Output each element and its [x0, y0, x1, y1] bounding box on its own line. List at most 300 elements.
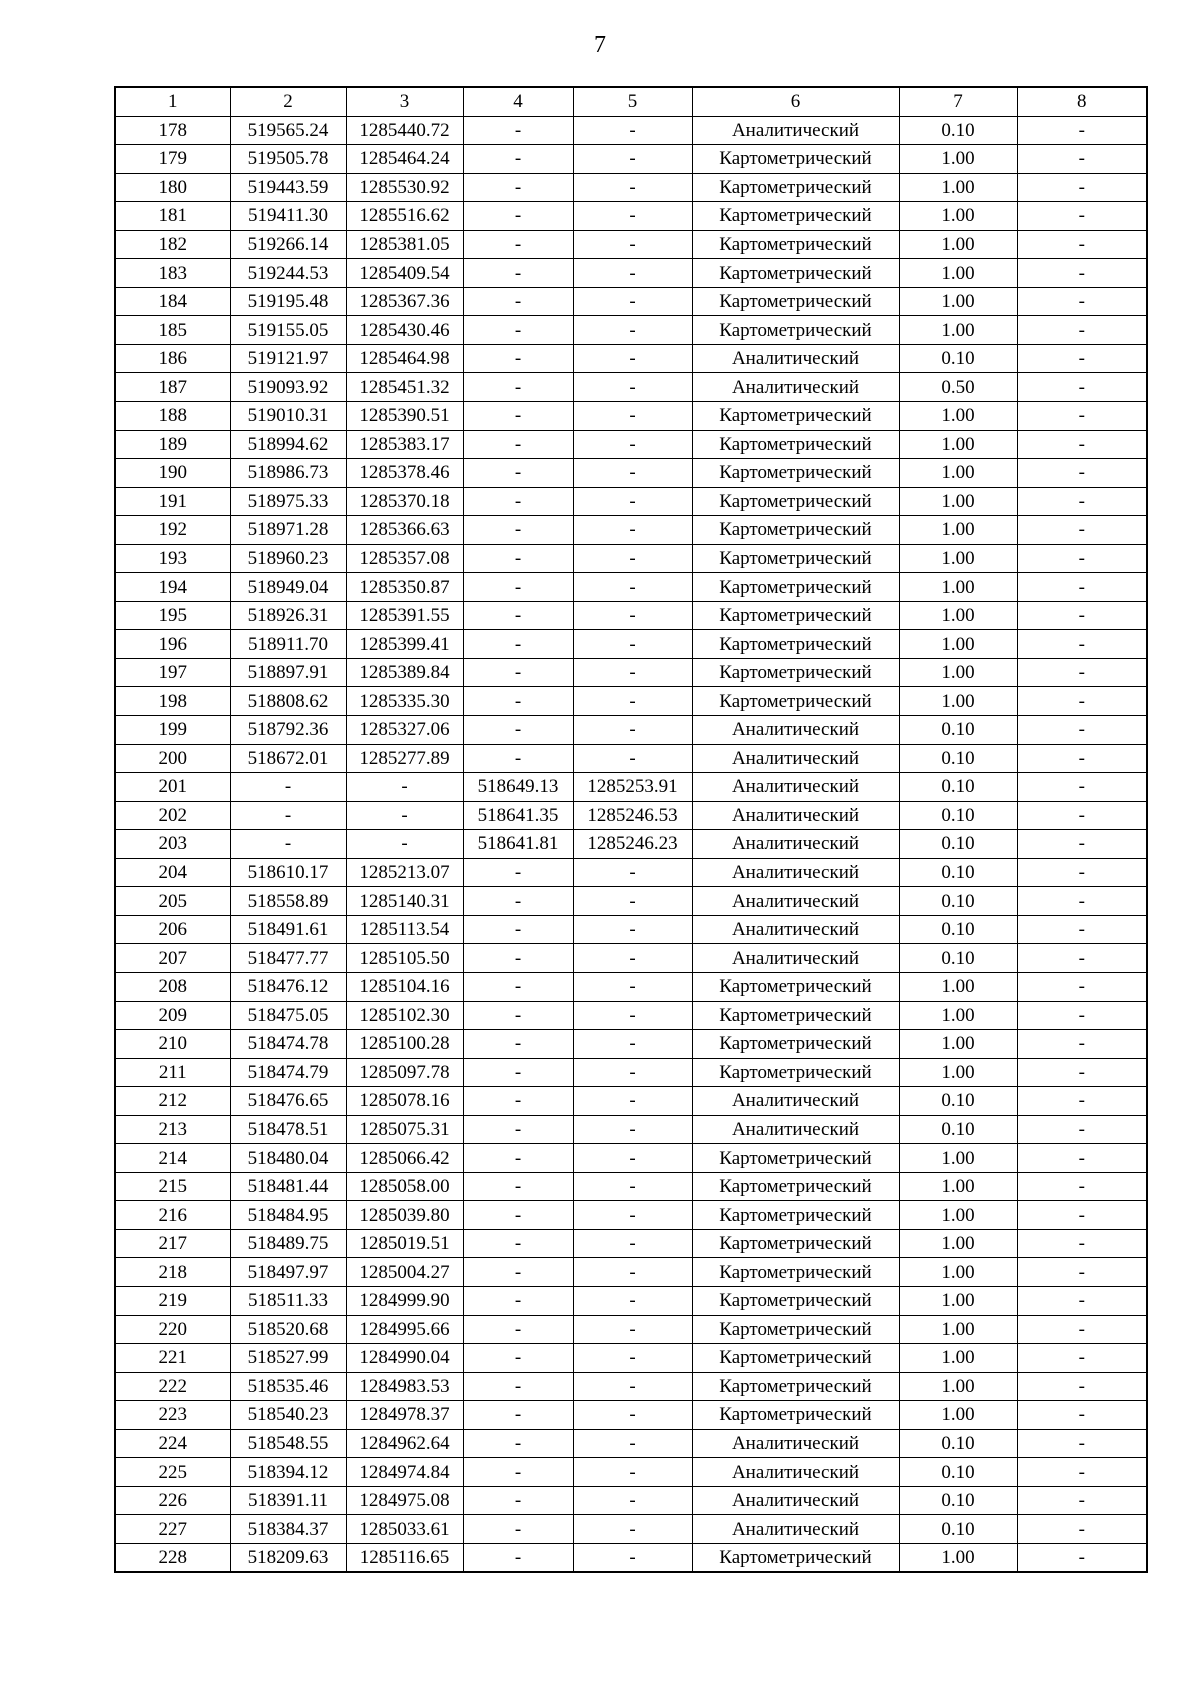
- table-cell: -: [1017, 744, 1147, 773]
- table-cell: 180: [115, 173, 230, 202]
- table-cell: 224: [115, 1429, 230, 1458]
- table-cell: Картометрический: [692, 1144, 899, 1173]
- table-cell: -: [346, 773, 463, 802]
- table-cell: 1284999.90: [346, 1286, 463, 1315]
- table-row: [115, 1515, 1147, 1544]
- table-cell: -: [573, 202, 692, 231]
- table-cell: -: [573, 972, 692, 1001]
- table-cell: 1.00: [899, 516, 1017, 545]
- table-cell: Аналитический: [692, 1429, 899, 1458]
- table-cell: -: [573, 1058, 692, 1087]
- table-cell: Картометрический: [692, 630, 899, 659]
- table-cell: -: [1017, 915, 1147, 944]
- table-row: [115, 944, 1147, 973]
- table-cell: 186: [115, 344, 230, 373]
- column-header-5: 5: [573, 87, 692, 116]
- table-cell: Картометрический: [692, 487, 899, 516]
- table-cell: 519195.48: [230, 287, 346, 316]
- table-cell: 1285464.24: [346, 145, 463, 174]
- table-row: [115, 316, 1147, 345]
- table-cell: -: [463, 1258, 573, 1287]
- table-cell: -: [573, 716, 692, 745]
- table-cell: 1.00: [899, 601, 1017, 630]
- table-cell: 214: [115, 1144, 230, 1173]
- table-cell: -: [463, 344, 573, 373]
- table-cell: 518610.17: [230, 858, 346, 887]
- table-row: [115, 173, 1147, 202]
- table-cell: -: [573, 287, 692, 316]
- table-cell: Аналитический: [692, 1115, 899, 1144]
- table-cell: 1285246.23: [573, 830, 692, 859]
- column-header-2: 2: [230, 87, 346, 116]
- table-cell: -: [573, 259, 692, 288]
- table-cell: -: [463, 459, 573, 488]
- table-cell: -: [230, 830, 346, 859]
- table-cell: Аналитический: [692, 373, 899, 402]
- table-cell: -: [573, 744, 692, 773]
- table-cell: -: [463, 573, 573, 602]
- table-cell: 0.10: [899, 344, 1017, 373]
- table-cell: 1.00: [899, 573, 1017, 602]
- table-cell: -: [1017, 459, 1147, 488]
- table-cell: -: [1017, 830, 1147, 859]
- table-cell: 1285399.41: [346, 630, 463, 659]
- table-cell: 207: [115, 944, 230, 973]
- table-row: [115, 801, 1147, 830]
- table-cell: Картометрический: [692, 1372, 899, 1401]
- table-cell: -: [1017, 1401, 1147, 1430]
- table-cell: -: [463, 972, 573, 1001]
- table-cell: 518641.35: [463, 801, 573, 830]
- table-cell: -: [1017, 145, 1147, 174]
- table-cell: -: [463, 1543, 573, 1572]
- table-cell: 205: [115, 887, 230, 916]
- table-cell: -: [573, 1315, 692, 1344]
- table-cell: Картометрический: [692, 687, 899, 716]
- table-row: [115, 1458, 1147, 1487]
- table-cell: -: [573, 459, 692, 488]
- table-cell: 518476.65: [230, 1087, 346, 1116]
- table-cell: -: [1017, 1258, 1147, 1287]
- table-cell: 1285253.91: [573, 773, 692, 802]
- table-cell: Картометрический: [692, 1401, 899, 1430]
- table-cell: 1285327.06: [346, 716, 463, 745]
- table-cell: Аналитический: [692, 716, 899, 745]
- table-cell: 519266.14: [230, 230, 346, 259]
- table-row: [115, 145, 1147, 174]
- table-cell: 1285530.92: [346, 173, 463, 202]
- table-cell: 1.00: [899, 687, 1017, 716]
- table-cell: Картометрический: [692, 259, 899, 288]
- column-header-4: 4: [463, 87, 573, 116]
- table-cell: -: [463, 716, 573, 745]
- table-cell: -: [1017, 658, 1147, 687]
- table-cell: 1.00: [899, 202, 1017, 231]
- table-cell: -: [1017, 687, 1147, 716]
- table-cell: -: [573, 915, 692, 944]
- table-cell: 1285213.07: [346, 858, 463, 887]
- table-cell: -: [573, 1429, 692, 1458]
- table-cell: 518481.44: [230, 1172, 346, 1201]
- table-cell: 518960.23: [230, 544, 346, 573]
- table-cell: Картометрический: [692, 1001, 899, 1030]
- table-cell: 1285105.50: [346, 944, 463, 973]
- table-cell: 190: [115, 459, 230, 488]
- table-cell: 1285019.51: [346, 1229, 463, 1258]
- table-cell: -: [463, 887, 573, 916]
- table-cell: -: [463, 601, 573, 630]
- column-header-7: 7: [899, 87, 1017, 116]
- coordinates-table: [114, 86, 1148, 1573]
- table-row: [115, 487, 1147, 516]
- table-cell: 0.10: [899, 1429, 1017, 1458]
- table-cell: 1.00: [899, 1030, 1017, 1059]
- table-cell: -: [1017, 1543, 1147, 1572]
- table-cell: -: [573, 944, 692, 973]
- table-cell: 519121.97: [230, 344, 346, 373]
- table-cell: -: [573, 230, 692, 259]
- table-cell: 518535.46: [230, 1372, 346, 1401]
- table-cell: 518391.11: [230, 1486, 346, 1515]
- table-row: [115, 573, 1147, 602]
- table-cell: 1.00: [899, 287, 1017, 316]
- table-cell: -: [463, 173, 573, 202]
- table-cell: Картометрический: [692, 1543, 899, 1572]
- table-cell: 1285430.46: [346, 316, 463, 345]
- table-cell: 1.00: [899, 972, 1017, 1001]
- table-cell: -: [1017, 801, 1147, 830]
- table-cell: 518477.77: [230, 944, 346, 973]
- table-cell: 1285246.53: [573, 801, 692, 830]
- table-cell: 0.10: [899, 915, 1017, 944]
- table-row: [115, 830, 1147, 859]
- table-cell: 1285389.84: [346, 658, 463, 687]
- table-cell: -: [573, 344, 692, 373]
- table-cell: 519155.05: [230, 316, 346, 345]
- table-cell: -: [463, 1401, 573, 1430]
- table-cell: 518474.79: [230, 1058, 346, 1087]
- table-cell: 225: [115, 1458, 230, 1487]
- table-row: [115, 915, 1147, 944]
- table-row: [115, 1372, 1147, 1401]
- table-cell: 0.50: [899, 373, 1017, 402]
- table-cell: Картометрический: [692, 430, 899, 459]
- table-cell: -: [346, 801, 463, 830]
- table-cell: -: [1017, 1315, 1147, 1344]
- table-cell: -: [463, 1144, 573, 1173]
- table-cell: -: [463, 316, 573, 345]
- table-row: [115, 344, 1147, 373]
- table-cell: 519505.78: [230, 145, 346, 174]
- table-cell: 187: [115, 373, 230, 402]
- table-cell: -: [463, 1172, 573, 1201]
- table-cell: Аналитический: [692, 1486, 899, 1515]
- table-cell: 218: [115, 1258, 230, 1287]
- table-cell: -: [573, 1115, 692, 1144]
- table-cell: Картометрический: [692, 230, 899, 259]
- table-cell: 0.10: [899, 773, 1017, 802]
- table-cell: 185: [115, 316, 230, 345]
- table-cell: -: [1017, 344, 1147, 373]
- table-cell: 1284975.08: [346, 1486, 463, 1515]
- table-cell: 188: [115, 402, 230, 431]
- table-cell: 1.00: [899, 1229, 1017, 1258]
- table-cell: 518474.78: [230, 1030, 346, 1059]
- table-cell: 518497.97: [230, 1258, 346, 1287]
- table-cell: -: [573, 373, 692, 402]
- table-cell: -: [1017, 1515, 1147, 1544]
- table-cell: 1284962.64: [346, 1429, 463, 1458]
- table-cell: 1285366.63: [346, 516, 463, 545]
- table-cell: Аналитический: [692, 773, 899, 802]
- table-cell: Картометрический: [692, 1030, 899, 1059]
- table-cell: 518475.05: [230, 1001, 346, 1030]
- table-cell: Аналитический: [692, 858, 899, 887]
- table-cell: 1285277.89: [346, 744, 463, 773]
- table-row: [115, 716, 1147, 745]
- table-cell: -: [573, 1401, 692, 1430]
- table-cell: 212: [115, 1087, 230, 1116]
- table-cell: Картометрический: [692, 1344, 899, 1373]
- table-row: [115, 1172, 1147, 1201]
- table-cell: 227: [115, 1515, 230, 1544]
- table-row: [115, 1543, 1147, 1572]
- table-cell: 1285104.16: [346, 972, 463, 1001]
- table-cell: 196: [115, 630, 230, 659]
- table-cell: 204: [115, 858, 230, 887]
- table-row: [115, 230, 1147, 259]
- table-cell: 1.00: [899, 1543, 1017, 1572]
- table-cell: 1285113.54: [346, 915, 463, 944]
- table-cell: -: [1017, 630, 1147, 659]
- table-cell: -: [463, 1229, 573, 1258]
- table-cell: Картометрический: [692, 1201, 899, 1230]
- table-cell: 518649.13: [463, 773, 573, 802]
- table-cell: -: [463, 373, 573, 402]
- header-row: [115, 87, 1147, 116]
- table-cell: -: [463, 1115, 573, 1144]
- table-cell: 0.10: [899, 944, 1017, 973]
- table-cell: -: [573, 1486, 692, 1515]
- table-cell: -: [463, 658, 573, 687]
- table-cell: -: [463, 230, 573, 259]
- table-cell: -: [463, 1429, 573, 1458]
- table-row: [115, 1201, 1147, 1230]
- table-cell: -: [1017, 1058, 1147, 1087]
- table-cell: 209: [115, 1001, 230, 1030]
- table-cell: -: [573, 487, 692, 516]
- table-cell: 518540.23: [230, 1401, 346, 1430]
- table-cell: -: [573, 1087, 692, 1116]
- table-cell: 1285058.00: [346, 1172, 463, 1201]
- table-cell: 181: [115, 202, 230, 231]
- table-cell: 0.10: [899, 887, 1017, 916]
- table-row: [115, 402, 1147, 431]
- table-cell: -: [463, 287, 573, 316]
- table-cell: 215: [115, 1172, 230, 1201]
- table-row: [115, 887, 1147, 916]
- table-cell: 1284974.84: [346, 1458, 463, 1487]
- table-row: [115, 1258, 1147, 1287]
- table-row: [115, 516, 1147, 545]
- column-header-3: 3: [346, 87, 463, 116]
- table-cell: 518975.33: [230, 487, 346, 516]
- table-cell: 1.00: [899, 173, 1017, 202]
- table-cell: -: [573, 858, 692, 887]
- table-cell: -: [1017, 1087, 1147, 1116]
- table-row: [115, 972, 1147, 1001]
- table-cell: 197: [115, 658, 230, 687]
- table-cell: 518478.51: [230, 1115, 346, 1144]
- table-cell: -: [573, 1144, 692, 1173]
- table-cell: -: [463, 1515, 573, 1544]
- table-cell: -: [463, 1058, 573, 1087]
- table-cell: 518672.01: [230, 744, 346, 773]
- table-cell: 1.00: [899, 430, 1017, 459]
- table-cell: -: [573, 1515, 692, 1544]
- table-cell: 1.00: [899, 230, 1017, 259]
- table-row: [115, 1486, 1147, 1515]
- table-cell: -: [573, 544, 692, 573]
- table-cell: 518548.55: [230, 1429, 346, 1458]
- table-cell: 518480.04: [230, 1144, 346, 1173]
- table-cell: -: [1017, 1229, 1147, 1258]
- table-cell: -: [463, 116, 573, 145]
- table-cell: 518489.75: [230, 1229, 346, 1258]
- table-cell: -: [1017, 230, 1147, 259]
- table-cell: 1.00: [899, 630, 1017, 659]
- table-cell: -: [463, 1001, 573, 1030]
- table-row: [115, 259, 1147, 288]
- table-cell: 1.00: [899, 1372, 1017, 1401]
- table-cell: -: [573, 402, 692, 431]
- table-cell: 0.10: [899, 830, 1017, 859]
- table-cell: 1.00: [899, 1058, 1017, 1087]
- table-cell: 1285116.65: [346, 1543, 463, 1572]
- table-cell: 518897.91: [230, 658, 346, 687]
- table-cell: -: [1017, 202, 1147, 231]
- table-cell: -: [573, 1543, 692, 1572]
- table-cell: -: [1017, 1144, 1147, 1173]
- table-row: [115, 601, 1147, 630]
- table-cell: 200: [115, 744, 230, 773]
- table-cell: 201: [115, 773, 230, 802]
- table-row: [115, 1286, 1147, 1315]
- table-body: [115, 116, 1147, 1572]
- table-cell: 518558.89: [230, 887, 346, 916]
- table-row: [115, 658, 1147, 687]
- table-cell: -: [1017, 373, 1147, 402]
- table-cell: 518209.63: [230, 1543, 346, 1572]
- table-cell: -: [573, 601, 692, 630]
- table-cell: -: [573, 1344, 692, 1373]
- table-cell: -: [1017, 430, 1147, 459]
- table-cell: -: [463, 1344, 573, 1373]
- table-cell: -: [573, 573, 692, 602]
- table-cell: 1285066.42: [346, 1144, 463, 1173]
- table-cell: 1285383.17: [346, 430, 463, 459]
- table-row: [115, 744, 1147, 773]
- table-cell: -: [1017, 1286, 1147, 1315]
- table-row: [115, 1001, 1147, 1030]
- table-cell: 199: [115, 716, 230, 745]
- table-cell: -: [573, 1286, 692, 1315]
- table-cell: -: [573, 430, 692, 459]
- table-cell: 193: [115, 544, 230, 573]
- table-row: [115, 430, 1147, 459]
- table-cell: -: [230, 801, 346, 830]
- table-cell: -: [463, 202, 573, 231]
- table-cell: 518792.36: [230, 716, 346, 745]
- table-cell: 518994.62: [230, 430, 346, 459]
- table-cell: -: [1017, 1429, 1147, 1458]
- table-cell: 0.10: [899, 716, 1017, 745]
- table-row: [115, 544, 1147, 573]
- table-cell: 1.00: [899, 402, 1017, 431]
- page-number: 7: [594, 32, 606, 58]
- table-cell: -: [463, 1458, 573, 1487]
- table-cell: 0.10: [899, 116, 1017, 145]
- table-cell: -: [463, 1372, 573, 1401]
- table-row: [115, 1401, 1147, 1430]
- table-cell: -: [463, 1201, 573, 1230]
- table-cell: -: [463, 1315, 573, 1344]
- table-cell: -: [573, 1372, 692, 1401]
- table-cell: 211: [115, 1058, 230, 1087]
- table-cell: -: [230, 773, 346, 802]
- table-cell: 519244.53: [230, 259, 346, 288]
- table-cell: 184: [115, 287, 230, 316]
- table-cell: 1285409.54: [346, 259, 463, 288]
- table-cell: Аналитический: [692, 1087, 899, 1116]
- table-cell: 1285350.87: [346, 573, 463, 602]
- table-cell: 1285381.05: [346, 230, 463, 259]
- table-cell: -: [1017, 858, 1147, 887]
- table-cell: -: [573, 887, 692, 916]
- table-cell: Картометрический: [692, 1172, 899, 1201]
- table-cell: 518926.31: [230, 601, 346, 630]
- table-cell: 0.10: [899, 1486, 1017, 1515]
- table-cell: 1.00: [899, 1144, 1017, 1173]
- table-cell: -: [463, 858, 573, 887]
- table-cell: Аналитический: [692, 915, 899, 944]
- table-cell: 518911.70: [230, 630, 346, 659]
- table-cell: 1284990.04: [346, 1344, 463, 1373]
- table-cell: 198: [115, 687, 230, 716]
- table-cell: Картометрический: [692, 173, 899, 202]
- table-cell: Картометрический: [692, 658, 899, 687]
- table-cell: 203: [115, 830, 230, 859]
- table-row: [115, 116, 1147, 145]
- table-cell: -: [1017, 1344, 1147, 1373]
- table-cell: 179: [115, 145, 230, 174]
- table-cell: 189: [115, 430, 230, 459]
- table-cell: -: [1017, 287, 1147, 316]
- table-cell: -: [1017, 116, 1147, 145]
- table-cell: -: [573, 516, 692, 545]
- table-cell: -: [1017, 773, 1147, 802]
- table-cell: 206: [115, 915, 230, 944]
- table-cell: Аналитический: [692, 1515, 899, 1544]
- table-cell: 1285140.31: [346, 887, 463, 916]
- table-cell: 1.00: [899, 544, 1017, 573]
- table-cell: Аналитический: [692, 944, 899, 973]
- table-cell: 1.00: [899, 1401, 1017, 1430]
- table-cell: 1.00: [899, 487, 1017, 516]
- table-cell: -: [463, 1030, 573, 1059]
- table-cell: 1.00: [899, 459, 1017, 488]
- table-row: [115, 858, 1147, 887]
